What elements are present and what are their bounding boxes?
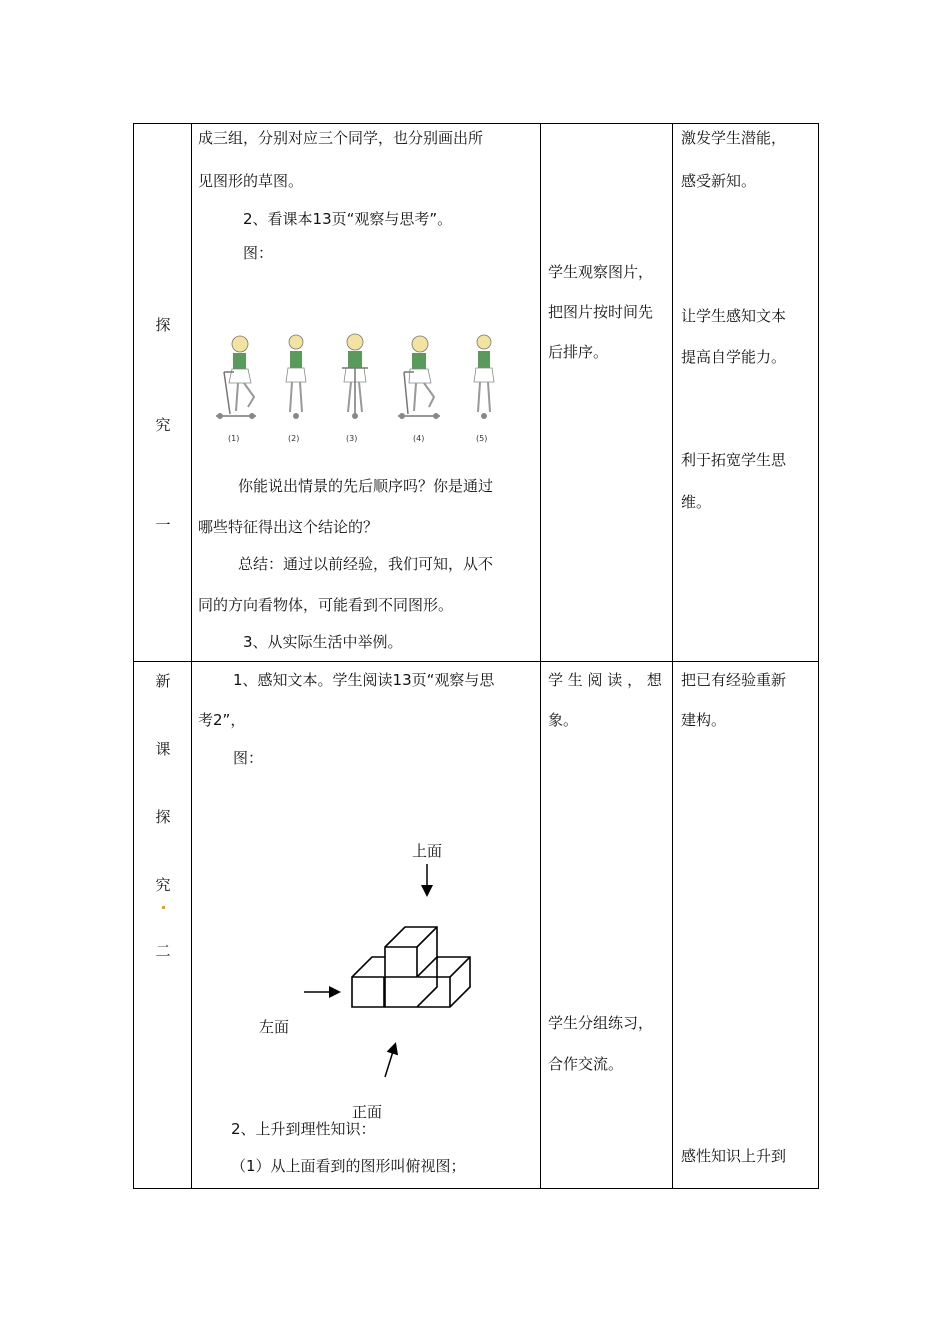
figure-label-2: (2) [288,434,300,443]
content-line: 总结：通过以前经验，我们可知，从不 [238,555,494,573]
figure-label-5: (5) [476,434,488,443]
table-row-new-lesson-two [134,662,819,1189]
stage-char: 二 [155,942,171,960]
content-line: 2、上升到理性知识： [231,1120,376,1138]
intent-line: 利于拓宽学生思 [681,451,787,469]
stage-cell-new-lesson-two [134,662,192,1189]
content-line: 考2”， [198,711,246,729]
content-cell-new-lesson-two [192,662,541,1189]
content-line: 图： [243,244,274,262]
stage-char: 课 [155,740,171,758]
stage-cell-explore-one [134,124,192,662]
content-line: 图： [233,749,264,767]
content-line: 3、从实际生活中举例。 [243,633,403,651]
scooter-figure-1 [216,336,256,419]
student-line: 学 生 阅 读 ， 想 [548,671,662,689]
lesson-plan-table [133,123,819,1189]
front-view-arrow [385,1045,395,1077]
intent-line: 让学生感知文本 [681,307,787,325]
student-line: 学生观察图片， [548,263,654,281]
student-line: 后排序。 [548,343,609,361]
student-line: 象。 [548,711,579,729]
decoration-dot [162,906,165,909]
content-line: 1、感知文本。学生阅读13页“观察与思 [233,671,495,689]
figure-label-4: (4) [413,434,425,443]
scooter-figure-3 [342,334,368,419]
intent-line: 提高自学能力。 [681,348,787,366]
intent-line: 维。 [681,493,712,511]
content-line: 2、看课本13页“观察与思考”。 [243,210,453,228]
scooter-figure-4 [398,336,440,419]
top-view-label: 上面 [412,842,443,860]
cube-stack-figure [252,832,492,1121]
stage-char: 新 [155,672,171,690]
stage-char: 究 [155,876,171,894]
front-view-label: 正面 [352,1103,383,1121]
student-line: 合作交流。 [548,1055,624,1073]
intent-cell-new-lesson-two [673,662,819,1189]
stage-char: 探 [155,316,171,334]
intent-cell-explore-one [673,124,819,662]
figure-label-1: (1) [228,434,240,443]
student-cell-new-lesson-two [541,662,673,1189]
content-line: 你能说出情景的先后顺序吗？你是通过 [238,477,494,495]
scooter-figure-2 [286,335,306,419]
content-line: 见图形的草图。 [198,172,304,190]
stage-char: 究 [155,416,171,434]
student-cell-explore-one [541,124,673,662]
content-line: （1）从上面看到的图形叫俯视图； [231,1157,466,1175]
content-line: 哪些特征得出这个结论的？ [198,518,379,536]
left-view-label: 左面 [259,1018,290,1036]
content-line: 成三组，分别对应三个同学，也分别画出所 [198,129,484,147]
intent-line: 把已有经验重新 [681,671,787,689]
content-line: 同的方向看物体，可能看到不同图形。 [198,596,454,614]
table-row-explore-one [134,124,819,662]
stage-char: 一 [155,516,171,534]
intent-line: 建构。 [681,711,727,729]
cube-stack [352,927,470,1007]
intent-line: 感受新知。 [681,172,757,190]
student-line: 把图片按时间先 [548,303,654,321]
content-cell-explore-one [192,124,541,662]
scooter-sequence-figure [206,324,526,449]
figure-label-3: (3) [346,434,358,443]
intent-line: 感性知识上升到 [681,1147,787,1165]
intent-line: 激发学生潜能， [681,129,787,147]
scooter-figure-5 [474,335,494,419]
student-line: 学生分组练习， [548,1014,654,1032]
stage-char: 探 [155,808,171,826]
